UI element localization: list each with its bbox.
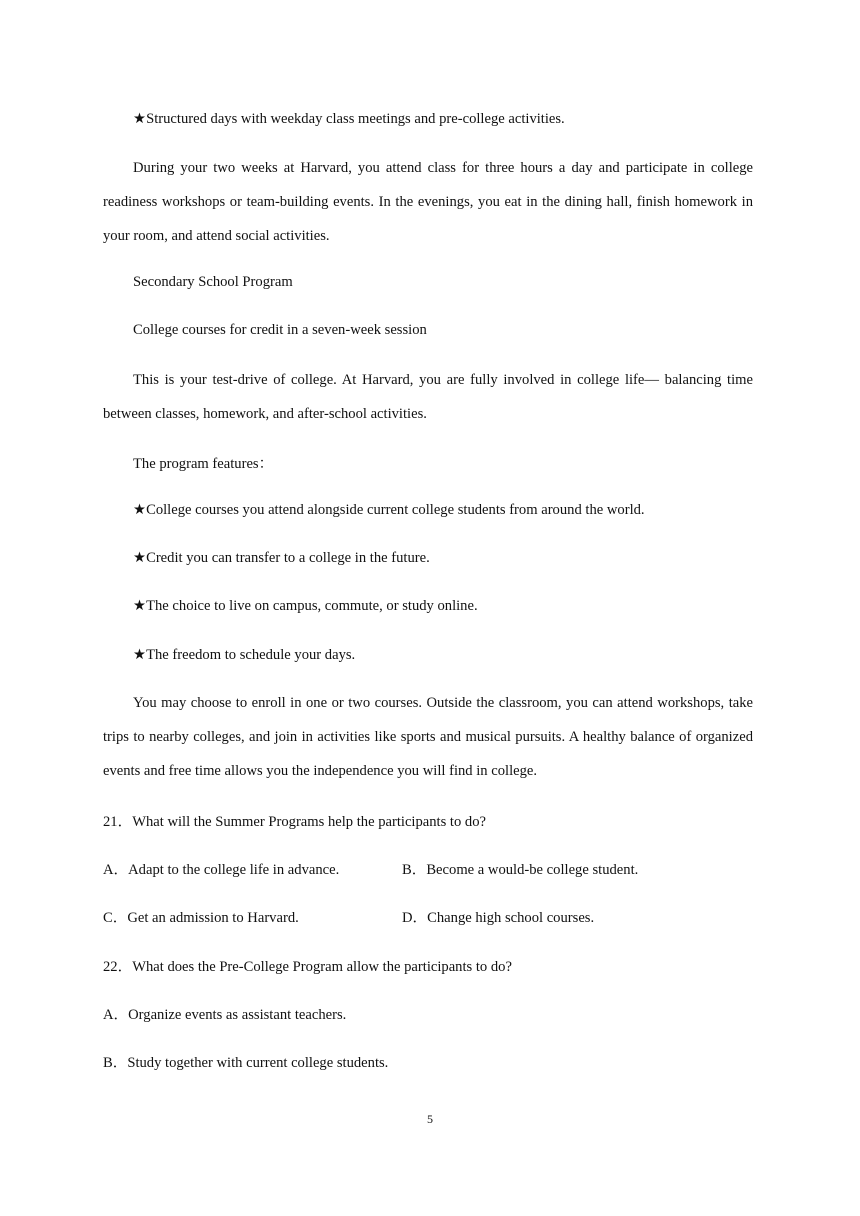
section-subheading: College courses for credit in a seven-week session [133, 322, 427, 338]
feature-item: ★Credit you can transfer to a college in the future. [133, 550, 430, 566]
question-21-option-b: B．Become a would-be college student. [402, 862, 639, 878]
question-21-option-d: D．Change high school courses. [402, 910, 595, 926]
paragraph-two-weeks: During your two weeks at Harvard, you attend class for three hours a day and participate in college readiness workshops or team-building events. In the evenings, you eat in the dining hall, finish homework in your room, and attend social activities. [103, 160, 753, 244]
features-label: The program features： [133, 456, 274, 472]
feature-item: ★College courses you attend alongside current college students from around the world. [133, 502, 645, 518]
section-heading-secondary-school: Secondary School Program [133, 274, 293, 290]
paragraph-structured-days: ★Structured days with weekday class meetings and pre-college activities. [133, 111, 565, 127]
feature-item: ★The freedom to schedule your days. [133, 647, 356, 663]
paragraph-test-drive: This is your test-drive of college. At Harvard, you are fully involved in college life— balancing time between classes, homework, and after-school activities. [103, 372, 753, 422]
paragraph-enroll: You may choose to enroll in one or two courses. Outside the classroom, you can attend workshops, take trips to nearby colleges, and join in activities like sports and musical pursuits. A healthy balance of organized events and free time allows you the independence you will find in college. [103, 695, 753, 779]
question-22-option-b: B．Study together with current college students. [103, 1055, 389, 1071]
question-21-option-a: A．Adapt to the college life in advance. [103, 862, 340, 878]
question-22-stem: 22．What does the Pre-College Program allow the participants to do? [103, 959, 512, 975]
feature-item: ★The choice to live on campus, commute, or study online. [133, 598, 478, 614]
question-21-option-c: C．Get an admission to Harvard. [103, 910, 299, 926]
page-number: 5 [427, 1112, 433, 1126]
question-22-option-a: A．Organize events as assistant teachers. [103, 1007, 347, 1023]
question-21-stem: 21．What will the Summer Programs help the participants to do? [103, 814, 487, 830]
